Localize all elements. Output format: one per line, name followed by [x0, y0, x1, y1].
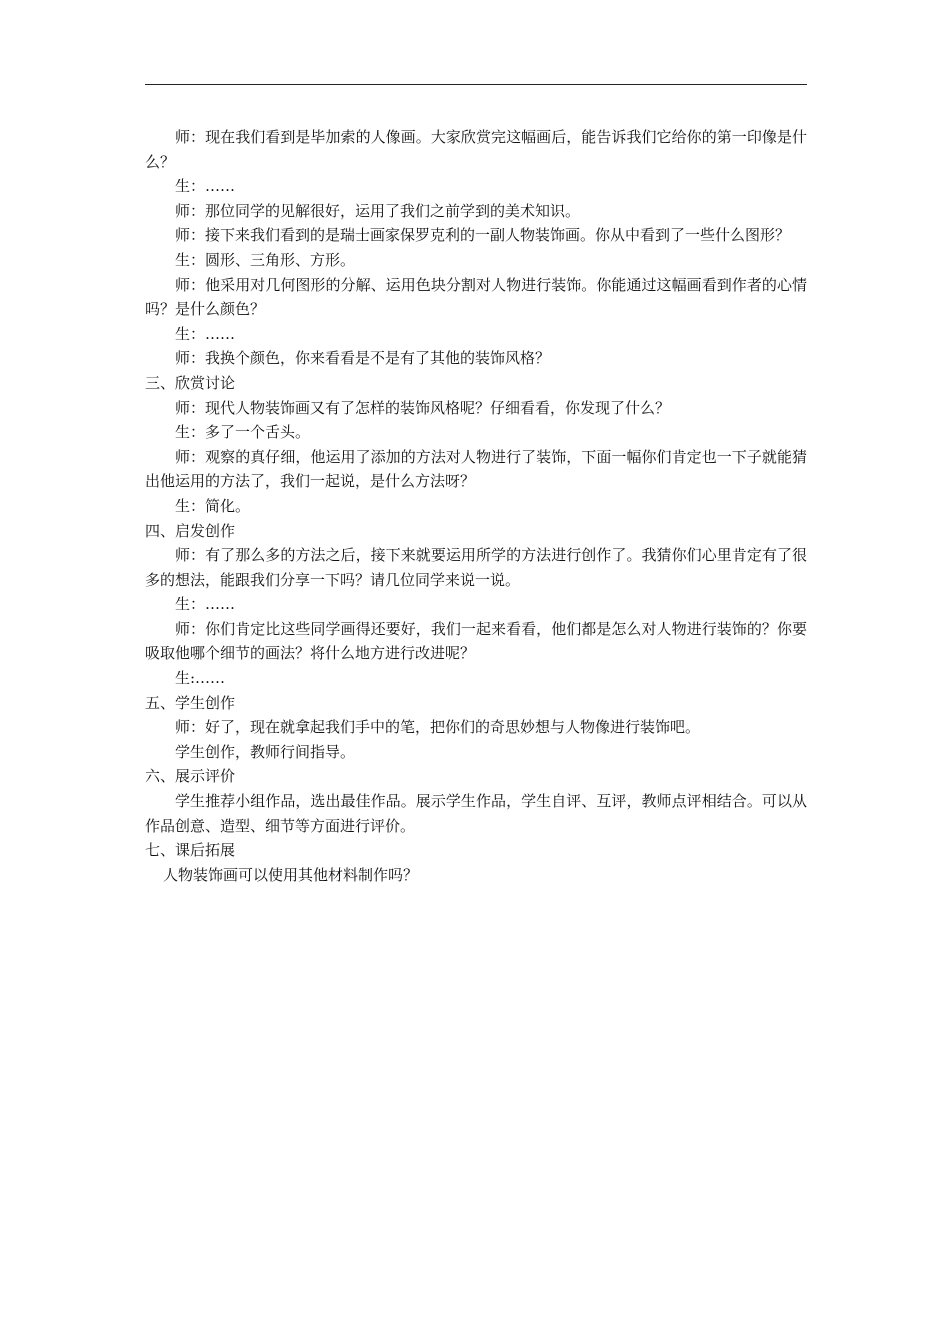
dialogue-paragraph: 学生推荐小组作品，选出最佳作品。展示学生作品，学生自评、互评，教师点评相结合。可以从作品创意、造型、细节等方面进行评价。 [145, 792, 807, 835]
section-heading: 四、启发创作 [145, 521, 236, 540]
section-heading: 三、欣赏讨论 [145, 373, 236, 392]
dialogue-paragraph: 师：有了那么多的方法之后，接下来就要运用所学的方法进行创作了。我猜你们心里肯定有了很多的想法，能跟我们分享一下吗？请几位同学来说一说。 [145, 546, 807, 589]
dialogue-paragraph: 师：我换个颜色，你来看看是不是有了其他的装饰风格？ [175, 349, 551, 368]
dialogue-paragraph: 人物装饰画可以使用其他材料制作吗？ [163, 865, 419, 884]
section-heading: 七、课后拓展 [145, 841, 236, 860]
dialogue-paragraph: 生：简化。 [175, 496, 251, 515]
lesson-body [145, 125, 807, 887]
dialogue-paragraph: 师：接下来我们看到的是瑞士画家保罗克利的一副人物装饰画。你从中看到了一些什么图形？ [175, 226, 791, 245]
section-heading: 五、学生创作 [145, 693, 236, 712]
dialogue-paragraph: 师：那位同学的见解很好，运用了我们之前学到的美术知识。 [175, 201, 581, 220]
dialogue-paragraph: 学生创作，教师行间指导。 [175, 742, 356, 761]
dialogue-paragraph: 生:…… [175, 669, 226, 688]
dialogue-paragraph: 师：观察的真仔细，他运用了添加的方法对人物进行了装饰，下面一幅你们肯定也一下子就能猜出他运用的方法了，我们一起说，是什么方法呀？ [145, 447, 807, 491]
dialogue-paragraph: 师：好了，现在就拿起我们手中的笔，把你们的奇思妙想与人物像进行装饰吧。 [175, 718, 701, 737]
dialogue-paragraph: 生：多了一个舌头。 [175, 423, 311, 442]
dialogue-paragraph: 师：你们肯定比这些同学画得还要好，我们一起来看看，他们都是怎么对人物进行装饰的？你要吸取他哪个细节的画法？将什么地方进行改进呢？ [145, 619, 807, 663]
dialogue-paragraph: 生：…… [175, 177, 236, 196]
dialogue-paragraph: 师：现在我们看到是毕加索的人像画。大家欣赏完这幅画后，能告诉我们它给你的第一印像是什么？ [145, 128, 807, 171]
dialogue-paragraph: 生：圆形、三角形、方形。 [175, 250, 356, 269]
header-rule [145, 84, 807, 85]
section-heading: 六、展示评价 [145, 767, 236, 786]
dialogue-paragraph: 师：他采用对几何图形的分解、运用色块分割对人物进行装饰。你能通过这幅画看到作者的心情吗？是什么颜色？ [145, 275, 807, 319]
dialogue-paragraph: 生：…… [175, 324, 236, 343]
dialogue-paragraph: 生：…… [175, 595, 236, 614]
dialogue-paragraph: 师：现代人物装饰画又有了怎样的装饰风格呢？仔细看看，你发现了什么？ [175, 398, 671, 417]
